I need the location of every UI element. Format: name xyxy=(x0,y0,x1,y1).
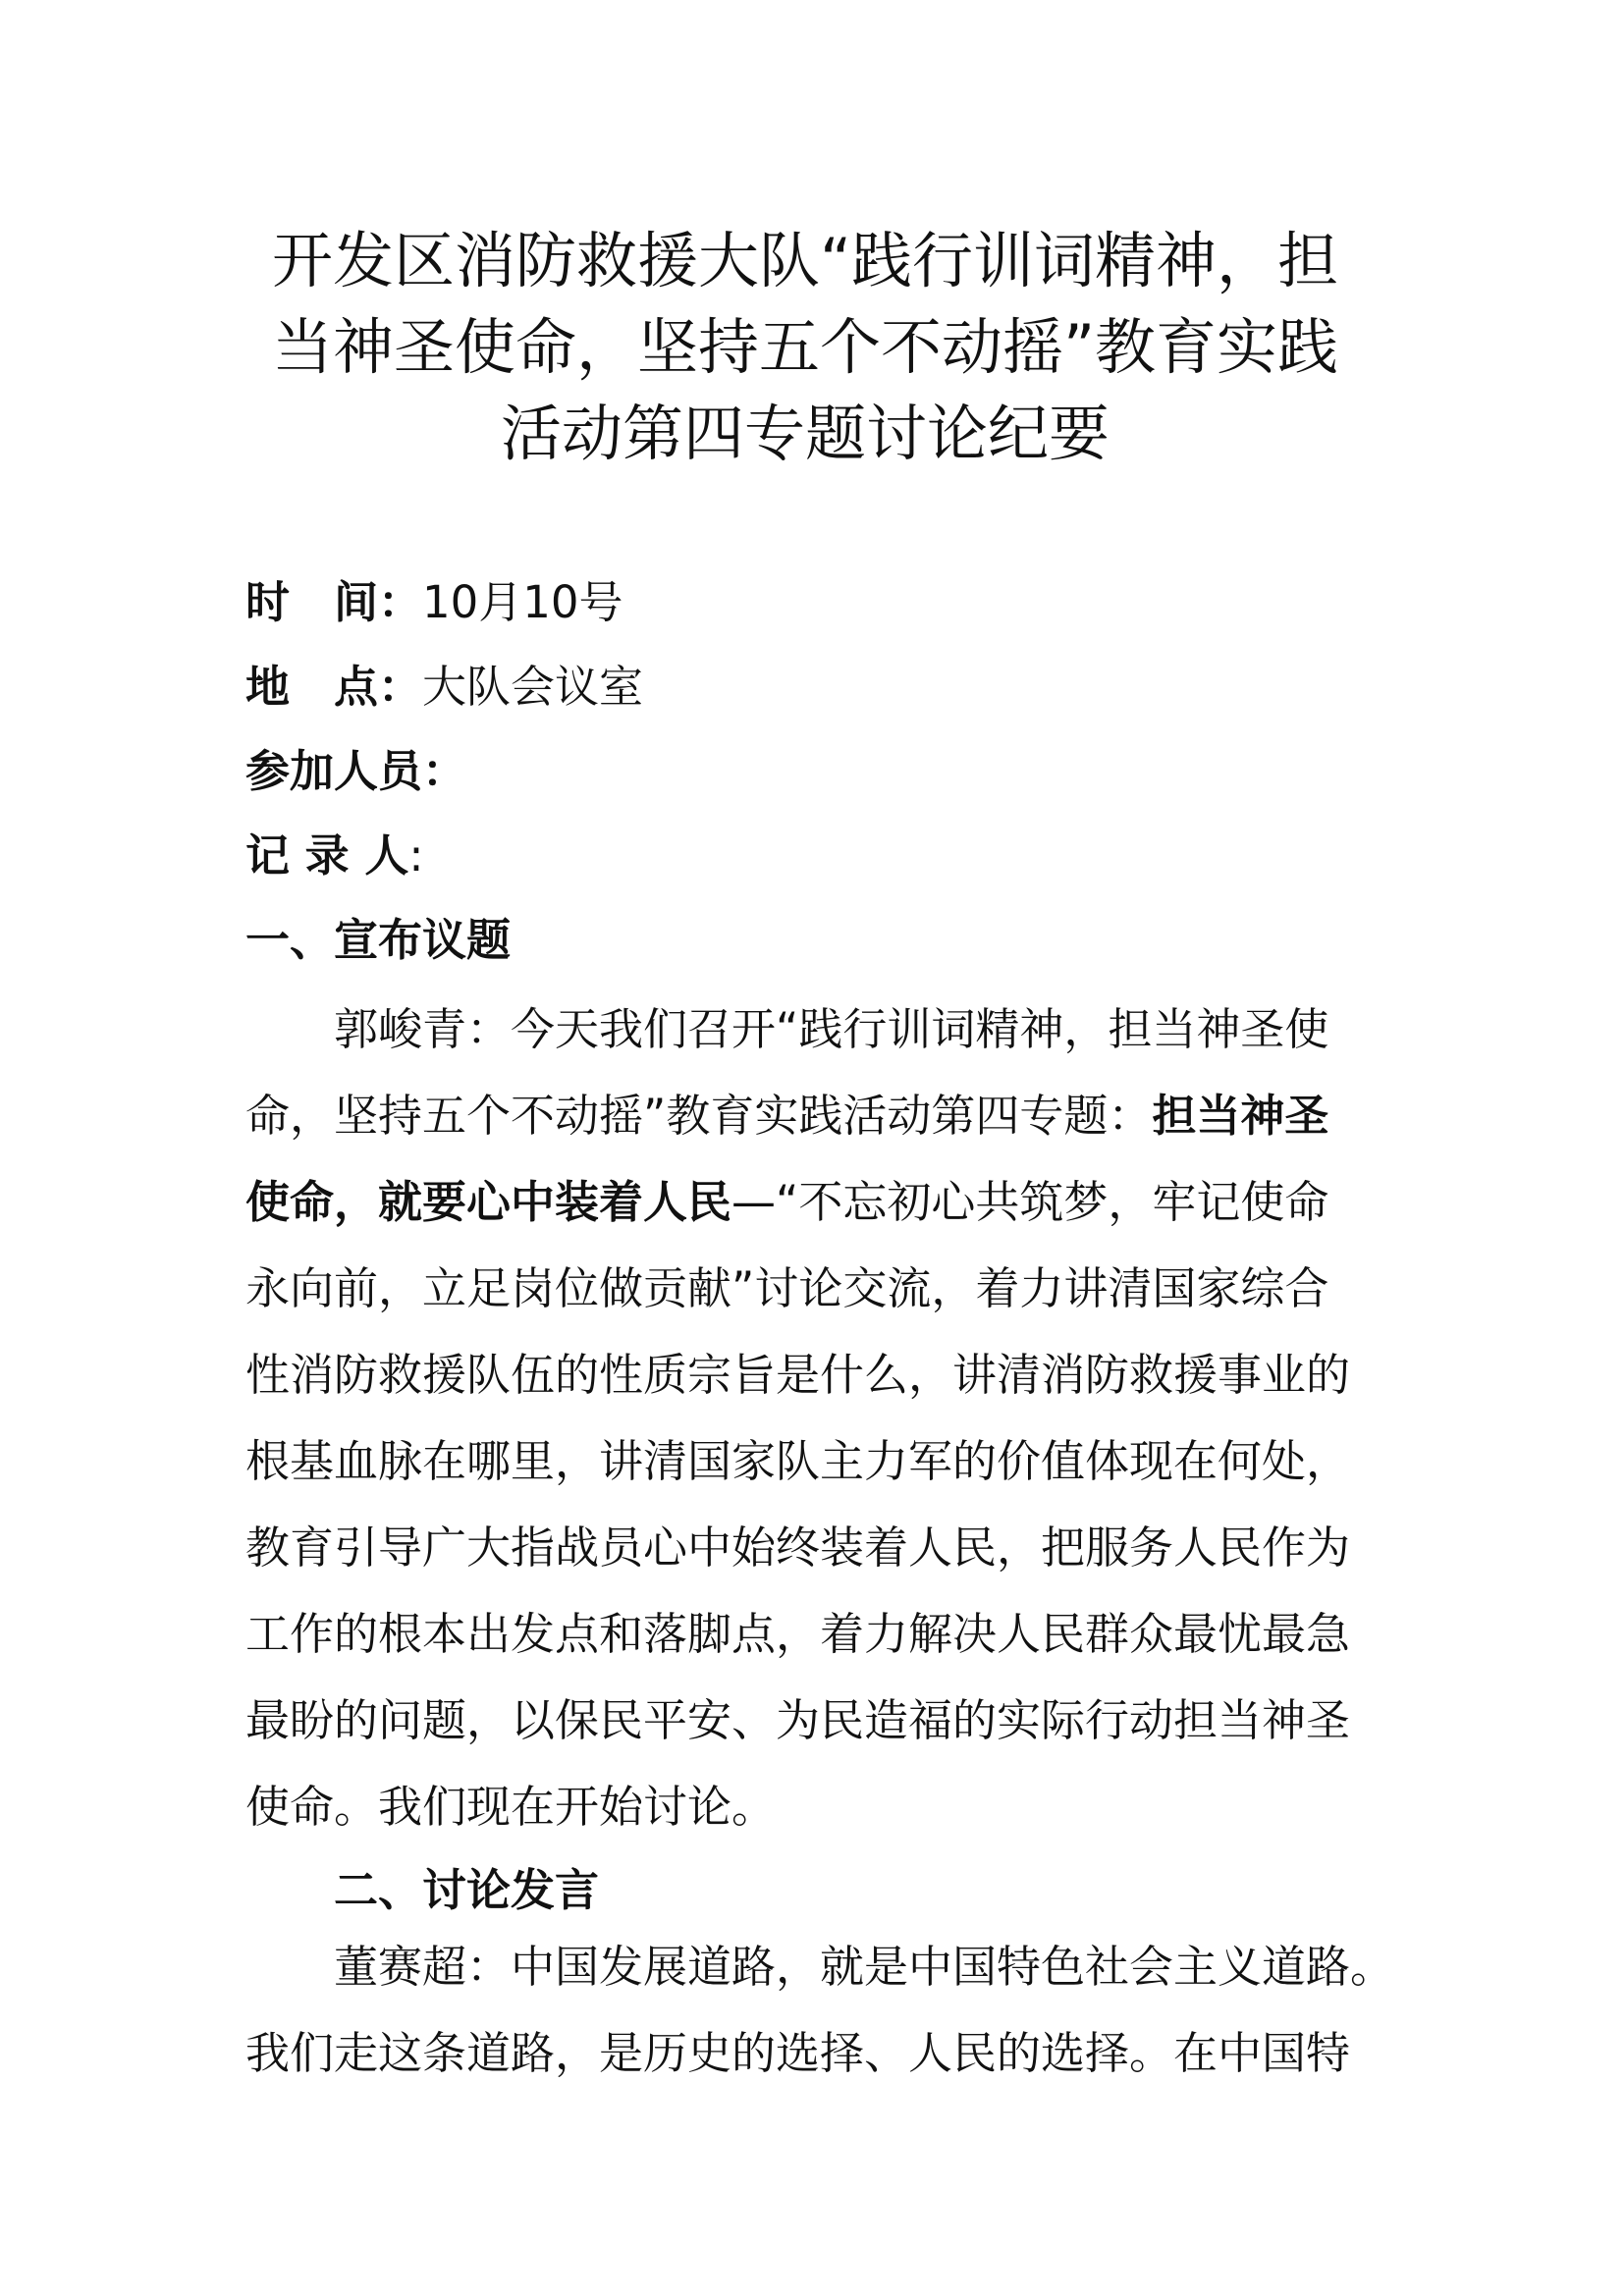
time-value: 10月10号 xyxy=(422,576,623,628)
paragraph-line: 董赛超：中国发展道路，就是中国特色社会主义道路。 xyxy=(334,1941,1395,1993)
paragraph-line xyxy=(245,1073,1394,1159)
paragraph-emphasis: 使命，就要心中装着人民 xyxy=(245,1176,732,1228)
paragraph-line: 我们走这条道路，是历史的选择、人民的选择。在中国特 xyxy=(245,2027,1351,2079)
place-value: 大队会议室 xyxy=(422,661,644,713)
meta-attendees xyxy=(245,742,466,801)
paragraph-line: 工作的根本出发点和落脚点，着力解决人民群众最忧最急 xyxy=(245,1608,1351,1660)
paragraph-line: 根基血脉在哪里，讲清国家队主力军的价值体现在何处， xyxy=(245,1435,1351,1487)
meta-place xyxy=(245,658,643,717)
paragraph-line: 使命。我们现在开始讨论。 xyxy=(245,1781,777,1833)
paragraph-line: 永向前，立足岗位做贡献”讨论交流，着力讲清国家综合 xyxy=(245,1262,1329,1314)
recorder-colon: : xyxy=(408,829,424,881)
meta-recorder xyxy=(245,827,424,885)
document-title xyxy=(245,218,1365,477)
paragraph-line: 教育引导广大指战员心中始终装着人民，把服务人民作为 xyxy=(245,1522,1351,1574)
section2-heading: 二、讨论发言 xyxy=(334,1864,600,1916)
section2-paragraph xyxy=(245,1924,1394,2097)
recorder-label: 记 录 人 xyxy=(245,829,409,881)
place-label: 地 点： xyxy=(245,661,423,713)
title-line-1: 开发区消防救援大队“践行训词精神，担 xyxy=(271,225,1339,296)
title-line-3: 活动第四专题讨论纪要 xyxy=(500,398,1110,469)
meta-time xyxy=(245,573,623,632)
paragraph-emphasis: 担当神圣 xyxy=(1152,1090,1329,1142)
time-label: 时 间： xyxy=(245,576,423,628)
paragraph-text: —“不忘初心共筑梦，牢记使命 xyxy=(731,1176,1329,1228)
paragraph-line: 郭峻青：今天我们召开“践行训词精神，担当神圣使 xyxy=(334,1003,1329,1055)
title-line-2: 当神圣使命，坚持五个不动摇”教育实践 xyxy=(271,311,1339,383)
attendees-label: 参加人员： xyxy=(245,745,467,797)
paragraph-line xyxy=(245,1159,1394,1246)
section1-paragraph xyxy=(245,987,1394,1850)
section1-heading: 一、宣布议题 xyxy=(245,914,512,966)
paragraph-text: 命，坚持五个不动摇”教育实践活动第四专题： xyxy=(245,1090,1153,1142)
paragraph-line: 最盼的问题，以保民平安、为民造福的实际行动担当神圣 xyxy=(245,1694,1351,1746)
paragraph-line: 性消防救援队伍的性质宗旨是什么，讲清消防救援事业的 xyxy=(245,1349,1351,1401)
